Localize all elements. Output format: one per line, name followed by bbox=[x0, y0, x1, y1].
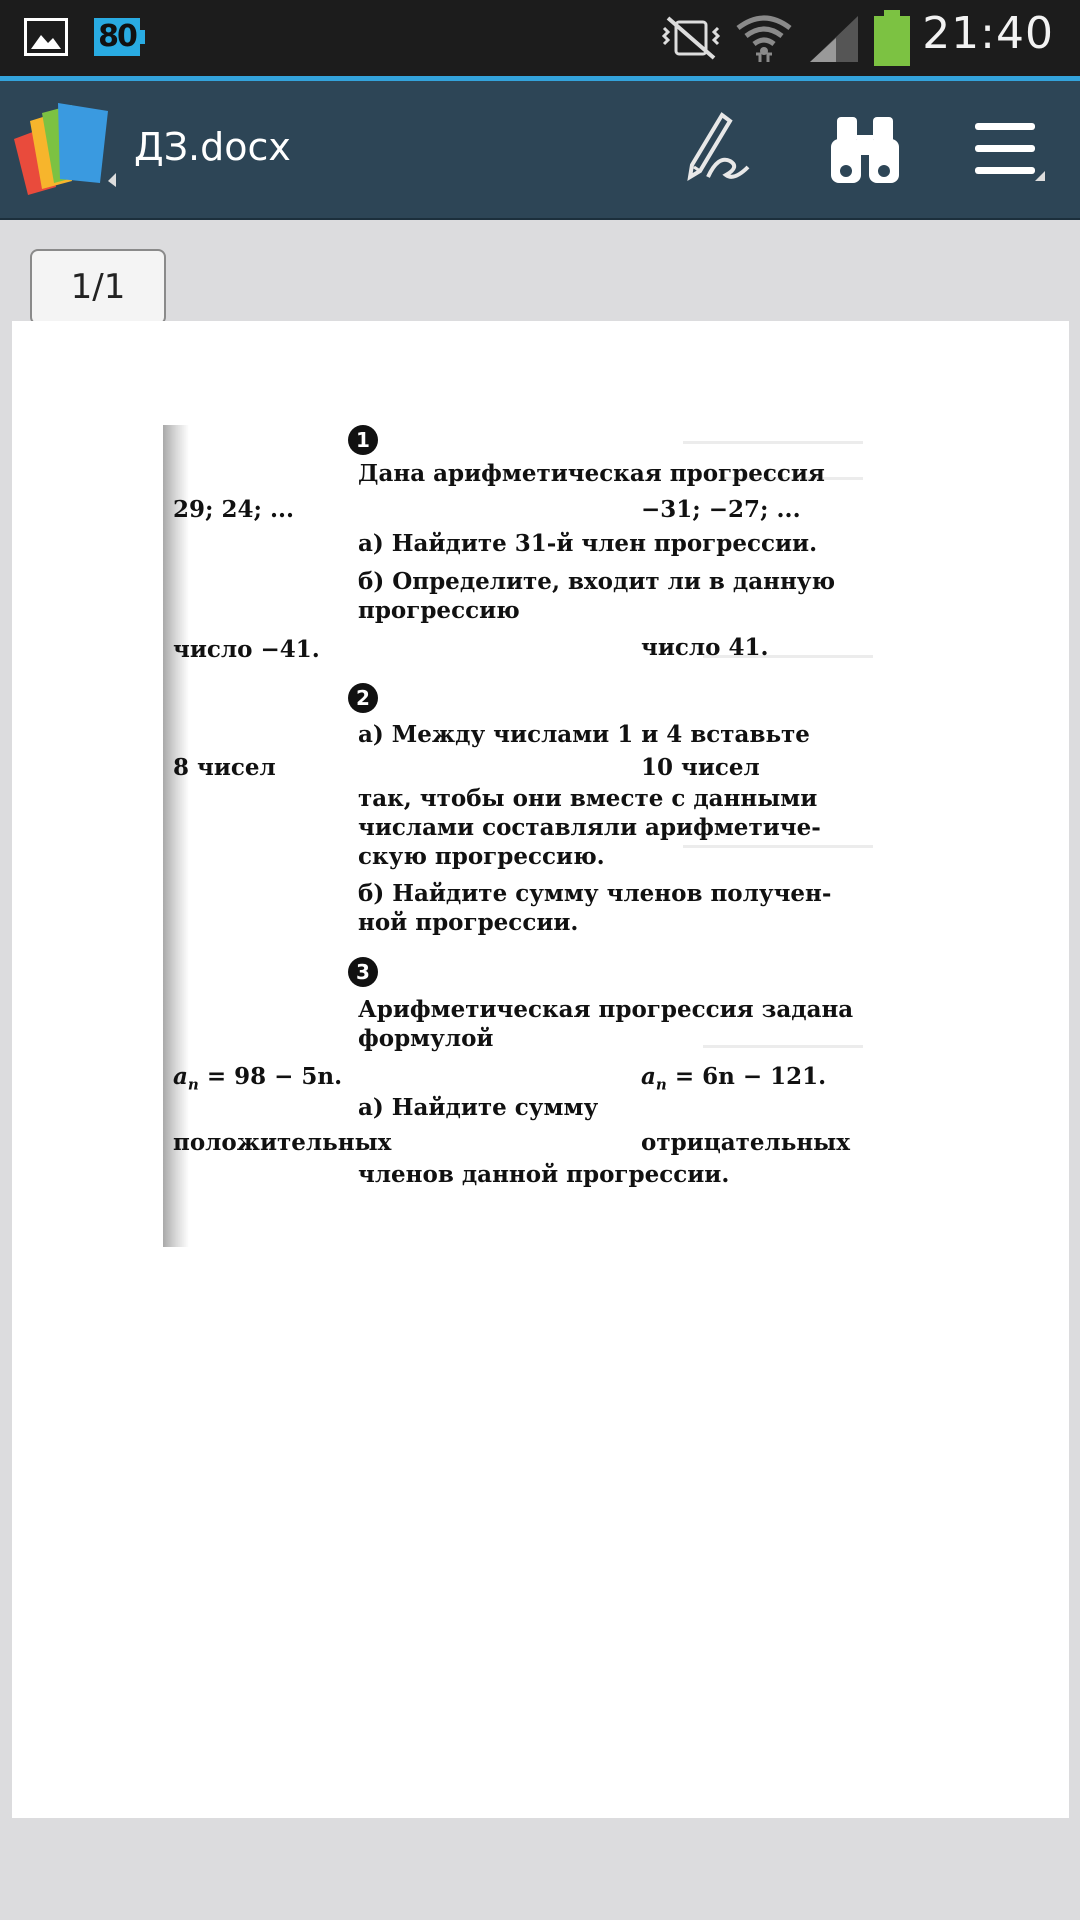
task3-part-a: а) Найдите сумму bbox=[358, 1094, 599, 1121]
task2-left-count: 8 чисел bbox=[173, 754, 276, 781]
task1-left-value: 29; 24; ... bbox=[173, 496, 295, 523]
task1-right-value: −31; −27; ... bbox=[641, 496, 801, 523]
task3-heading-line2: формулой bbox=[358, 1025, 494, 1052]
signal-icon bbox=[808, 14, 860, 64]
task1-right-number: число 41. bbox=[641, 634, 769, 661]
formula-expression: = 6n − 121. bbox=[666, 1063, 827, 1090]
menu-icon bbox=[969, 115, 1045, 185]
task3-left-word: положительных bbox=[173, 1129, 392, 1156]
find-button[interactable] bbox=[820, 105, 910, 195]
menu-button[interactable] bbox=[962, 105, 1052, 195]
document-page[interactable] bbox=[12, 321, 1069, 1818]
task1-part-b-line1: б) Определите, входит ли в данную bbox=[358, 568, 836, 595]
task3-left-formula bbox=[173, 1062, 342, 1100]
notification-badge: 80 bbox=[94, 18, 140, 56]
status-time: 21:40 bbox=[922, 8, 1054, 59]
formula-variable: a bbox=[173, 1063, 188, 1090]
task3-right-formula bbox=[641, 1062, 826, 1100]
scan-edge-shadow bbox=[163, 425, 189, 1247]
document-title: ДЗ.docx bbox=[134, 125, 291, 169]
task-number-2: 2 bbox=[348, 683, 378, 713]
edit-pen-button[interactable] bbox=[672, 105, 762, 195]
pen-icon bbox=[678, 111, 756, 189]
task3-ending: членов данной прогрессии. bbox=[358, 1161, 730, 1188]
scanned-image bbox=[163, 425, 893, 1247]
status-bar bbox=[0, 0, 1080, 76]
app-logo-icon[interactable] bbox=[12, 99, 122, 199]
battery-icon bbox=[872, 10, 912, 66]
binoculars-icon bbox=[829, 113, 901, 187]
bleed-line bbox=[683, 441, 863, 444]
task1-part-b-line2: прогрессию bbox=[358, 597, 520, 624]
task3-heading-line1: Арифметическая прогрессия задана bbox=[358, 996, 854, 1023]
formula-variable: a bbox=[641, 1063, 656, 1090]
page-indicator[interactable]: 1/1 bbox=[30, 249, 166, 325]
formula-subscript: n bbox=[187, 1075, 199, 1094]
formula-subscript: n bbox=[655, 1075, 667, 1094]
task2-right-count: 10 чисел bbox=[641, 754, 760, 781]
task2-line1: так, чтобы они вместе с данными bbox=[358, 785, 818, 812]
task-number-3: 3 bbox=[348, 957, 378, 987]
task-number-1: 1 bbox=[348, 425, 378, 455]
task2-line2: числами составляли арифметиче- bbox=[358, 814, 821, 841]
wifi-icon bbox=[734, 14, 794, 64]
bleed-line bbox=[703, 1045, 863, 1048]
task1-left-number: число −41. bbox=[173, 636, 320, 663]
task2-part-b-line2: ной прогрессии. bbox=[358, 909, 579, 936]
task2-part-a: а) Между числами 1 и 4 вставьте bbox=[358, 721, 810, 748]
app-bar bbox=[0, 81, 1080, 220]
task2-part-b-line1: б) Найдите сумму членов получен- bbox=[358, 880, 832, 907]
task2-line3: скую прогрессию. bbox=[358, 843, 605, 870]
formula-expression: = 98 − 5n. bbox=[198, 1063, 343, 1090]
gallery-icon bbox=[24, 18, 68, 56]
bleed-line bbox=[683, 845, 873, 848]
task1-part-a: а) Найдите 31-й член прогрессии. bbox=[358, 530, 818, 557]
task3-right-word: отрицательных bbox=[641, 1129, 850, 1156]
mute-vibrate-icon bbox=[660, 14, 722, 62]
task1-heading: Дана арифметическая прогрессия bbox=[358, 460, 825, 487]
